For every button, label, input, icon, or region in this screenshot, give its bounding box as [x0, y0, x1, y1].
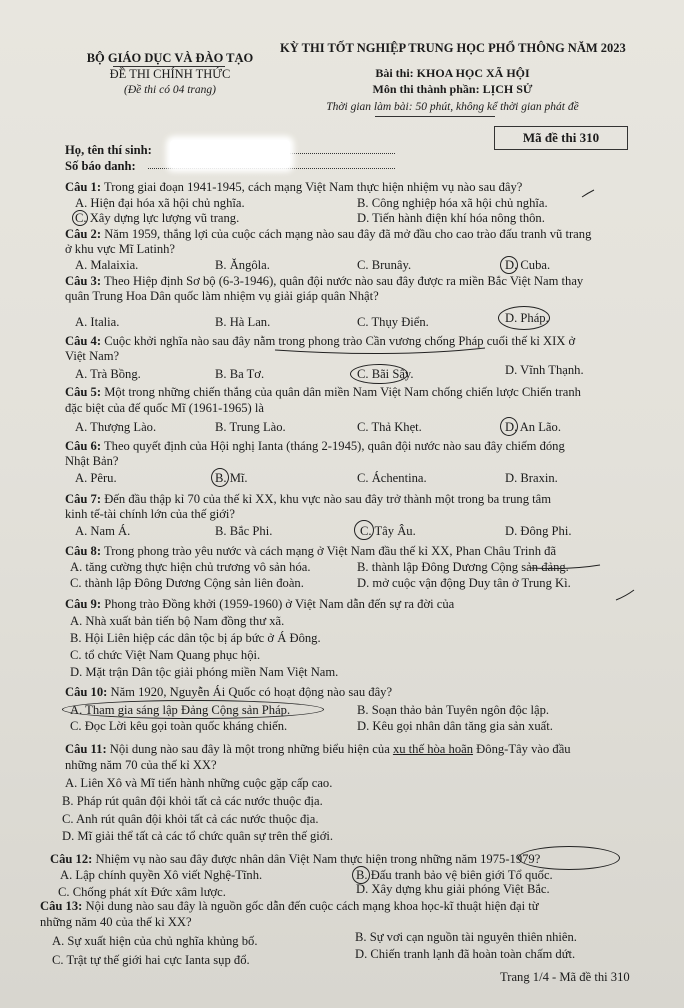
q5-option-d: D. An Lão.	[505, 420, 561, 434]
q2-option-c: C. Brunây.	[357, 258, 412, 272]
question-4: Câu 4: Cuộc khởi nghĩa nào sau đây nằm trong phong trào Cần vương chống Pháp cuối thế kỉ XIX ở	[65, 334, 576, 348]
q11-option-c: C. Anh rút quân đội khỏi tất cả các nước thuộc địa.	[62, 812, 319, 826]
q9-option-d: D. Mặt trận Dân tộc giải phóng miền Nam Việt Nam.	[70, 665, 339, 679]
q4-option-c: C. Bãi Sậy.	[357, 367, 414, 381]
q13-option-c: C. Trật tự thế giới hai cực Ianta sụp đổ.	[52, 953, 250, 967]
exam-subject: Bài thi: KHOA HỌC XÃ HỘI	[375, 66, 530, 80]
q10-option-c: C. Đọc Lời kêu gọi toàn quốc kháng chiến.	[70, 719, 288, 733]
q1-option-c: C. Xây dựng lực lượng vũ trang.	[75, 211, 240, 225]
q6-option-a: A. Pêru.	[75, 471, 117, 485]
q8-option-a: A. tăng cường thực hiện chủ trương vô sản hóa.	[70, 560, 311, 574]
exam-time: Thời gian làm bài: 50 phút, không kể thời gian phát đề	[326, 101, 579, 113]
q7-option-d: D. Đông Phi.	[505, 524, 572, 538]
question-6: Câu 6: Theo quyết định của Hội nghị Ianta (tháng 2-1945), quân đội nước nào sau đây chiếm đóng	[65, 439, 565, 453]
question-9: Câu 9: Phong trào Đồng khởi (1959-1960) ở Việt Nam dẫn đến sự ra đời của	[65, 597, 455, 611]
q1-option-d: D. Tiến hành điện khí hóa nông thôn.	[357, 211, 545, 225]
q9-option-a: A. Nhà xuất bản tiến bộ Nam đồng thư xã.	[70, 614, 285, 628]
q5-option-a: A. Thượng Lào.	[75, 420, 157, 434]
q3-option-b: B. Hà Lan.	[215, 315, 271, 329]
q9-option-b: B. Hội Liên hiệp các dân tộc bị áp bức ở Á Đông.	[70, 631, 321, 645]
q11-option-b: B. Pháp rút quân đội khỏi tất cả các nước thuộc địa.	[62, 794, 323, 808]
q2-option-a: A. Malaixia.	[75, 258, 139, 272]
question-13: Câu 13: Nội dung nào sau đây là nguồn gốc dẫn đến cuộc cách mạng khoa học-kĩ thuật hiện đại từ	[40, 899, 539, 913]
question-11-cont: những năm 70 của thế kỉ XX?	[65, 758, 217, 772]
q2-option-b: B. Ăngôla.	[215, 258, 270, 272]
q7-option-a: A. Nam Á.	[75, 524, 131, 538]
question-3-cont: quân Trung Hoa Dân quốc làm nhiệm vụ giải giáp quân Nhật?	[65, 289, 379, 303]
q3-option-d: D. Pháp.	[505, 311, 549, 325]
q11-option-a: A. Liên Xô và Mĩ tiến hành những cuộc gặp cấp cao.	[65, 776, 333, 790]
exam-title: KỲ THI TỐT NGHIỆP TRUNG HỌC PHỔ THÔNG NĂM 2023	[280, 41, 626, 55]
question-7-cont: kinh tế-tài chính lớn của thế giới?	[65, 507, 235, 521]
q10-option-b: B. Soạn thảo bản Tuyên ngôn độc lập.	[357, 703, 550, 717]
q12-option-b: B. Đấu tranh bảo vệ biên giới Tổ quốc.	[356, 868, 553, 882]
q8-option-d: D. mở cuộc vận động Duy tân ở Trung Kì.	[357, 576, 571, 590]
q6-option-b: B. Mĩ.	[215, 471, 248, 485]
q13-option-d: D. Chiến tranh lạnh đã hoàn toàn chấm dứt.	[355, 947, 576, 961]
q8-option-c: C. thành lập Đông Dương Cộng sản liên đoàn.	[70, 576, 304, 590]
official-label: ĐỀ THI CHÍNH THỨC	[109, 67, 231, 81]
q8-option-b: B. thành lập Đông Dương Cộng sản đảng.	[357, 560, 569, 574]
q10-option-d: D. Kêu gọi nhân dân tăng gia sản xuất.	[357, 719, 553, 733]
ministry-name: BỘ GIÁO DỤC VÀ ĐÀO TẠO	[86, 51, 254, 65]
question-12: Câu 12: Nhiệm vụ nào sau đây được nhân dân Việt Nam thực hiện trong những năm 1975-1979?	[50, 852, 541, 866]
candidate-id-label: Số báo danh:	[65, 159, 136, 173]
question-4-cont: Việt Nam?	[65, 349, 120, 363]
question-2-cont: ở khu vực Mĩ Latinh?	[65, 242, 176, 256]
question-3: Câu 3: Theo Hiệp định Sơ bộ (6-3-1946), quân đội nước nào sau đây được ra miền Bắc Việt Nam thay	[65, 274, 584, 288]
q4-option-b: B. Ba Tơ.	[215, 367, 265, 381]
q6-option-c: C. Áchentina.	[357, 471, 427, 485]
candidate-name-label: Họ, tên thí sinh:	[65, 143, 152, 157]
q5-option-b: B. Trung Lào.	[215, 420, 286, 434]
question-2: Câu 2: Năm 1959, thắng lợi của cuộc cách mạng nào sau đây đã mở đầu cho cao trào đấu tranh vũ trang	[65, 227, 592, 241]
q12-option-d: D. Xây dựng khu giải phóng Việt Bắc.	[356, 882, 550, 896]
page-footer: Trang 1/4 - Mã đề thi 310	[500, 970, 630, 984]
q6-option-d: D. Braxin.	[505, 471, 558, 485]
question-10: Câu 10: Năm 1920, Nguyễn Ái Quốc có hoạt động nào sau đây?	[65, 685, 393, 699]
q4-option-a: A. Trà Bồng.	[75, 367, 141, 381]
exam-component: Môn thi thành phần: LỊCH SỬ	[372, 82, 533, 96]
q3-option-a: A. Italia.	[75, 315, 120, 329]
q1-option-b: B. Công nghiệp hóa xã hội chủ nghĩa.	[357, 196, 548, 210]
q7-option-c: C. Tây Âu.	[360, 524, 416, 538]
q7-option-b: B. Bắc Phi.	[215, 524, 273, 538]
q10-option-a: A. Tham gia sáng lập Đảng Cộng sản Pháp.	[70, 703, 291, 717]
question-1: Câu 1: Trong giai đoạn 1941-1945, cách mạng Việt Nam thực hiện nhiệm vụ nào sau đây?	[65, 180, 523, 194]
q3-option-c: C. Thụy Điển.	[357, 315, 429, 329]
question-5-cont: đặc biệt của đế quốc Mĩ (1961-1965) là	[65, 401, 264, 415]
q13-option-b: B. Sự vơi cạn nguồn tài nguyên thiên nhiên.	[355, 930, 577, 944]
q5-option-c: C. Thả Khẹt.	[357, 420, 422, 434]
q12-option-c: C. Chống phát xít Đức xâm lược.	[58, 885, 226, 899]
question-11: Câu 11: Nội dung nào sau đây là một trong những biểu hiện của xu thế hòa hoãn Đông-Tây vào đầu	[65, 742, 571, 756]
q11-option-d: D. Mĩ giải thể tất cả các tổ chức quân sự trên thế giới.	[62, 829, 334, 843]
q4-option-d: D. Vĩnh Thạnh.	[505, 363, 584, 377]
question-13-cont: những năm 40 của thế kỉ XX?	[40, 915, 192, 929]
q1-option-a: A. Hiện đại hóa xã hội chủ nghĩa.	[75, 196, 245, 210]
exam-code-box: Mã đề thi 310	[494, 126, 628, 150]
pages-note: (Đề thi có 04 trang)	[124, 84, 216, 96]
q2-option-d: D. Cuba.	[505, 258, 551, 272]
question-8: Câu 8: Trong phong trào yêu nước và cách mạng ở Việt Nam đầu thế kỉ XX, Phan Châu Trinh đã	[65, 544, 557, 558]
question-7: Câu 7: Đến đầu thập kỉ 70 của thế kỉ XX, khu vực nào sau đây trở thành một trong ba trung tâm	[65, 492, 552, 506]
q12-option-a: A. Lập chính quyền Xô viết Nghệ-Tĩnh.	[60, 868, 263, 882]
q13-option-a: A. Sự xuất hiện của chủ nghĩa khủng bố.	[52, 934, 258, 948]
q9-option-c: C. tổ chức Việt Nam Quang phục hội.	[70, 648, 261, 662]
question-5: Câu 5: Một trong những chiến thắng của quân dân miền Nam Việt Nam chống chiến lược Chiến tranh	[65, 385, 581, 399]
question-6-cont: Nhật Bản?	[65, 454, 119, 468]
